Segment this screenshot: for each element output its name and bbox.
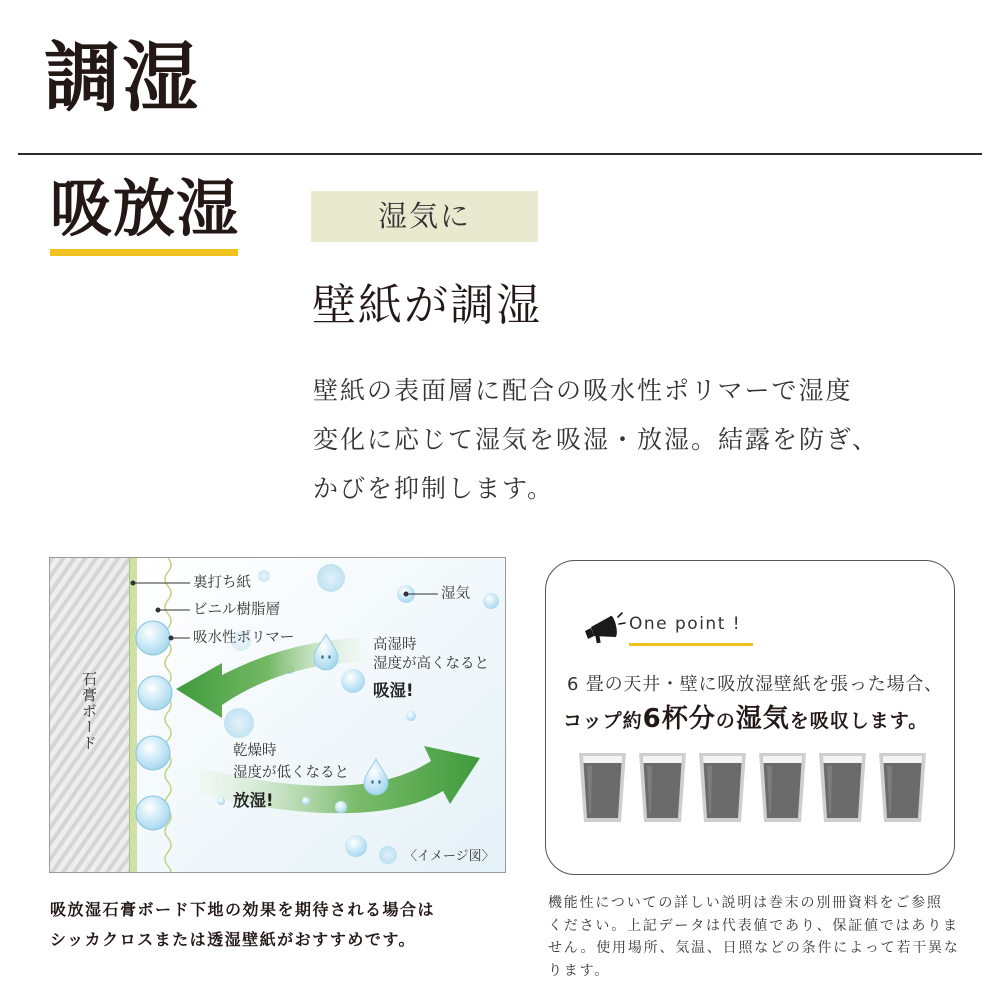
polymer-bead — [136, 736, 170, 770]
cup-icon — [578, 752, 627, 823]
section-title: 吸放湿 — [50, 172, 240, 245]
disclaimer-line: ります。 — [548, 962, 611, 979]
polymer-bead — [136, 621, 170, 655]
release-label: 放湿! — [233, 791, 274, 810]
cup-icon — [758, 752, 807, 823]
polymer-bead — [138, 676, 172, 710]
layer-label-backing-paper: 裏打ち紙 — [193, 575, 251, 591]
cup-icon — [698, 752, 747, 823]
statement-suffix: を吸収します。 — [789, 710, 929, 732]
backing-paper-layer — [129, 558, 137, 873]
cup-row — [578, 752, 927, 823]
leader-dot — [404, 592, 409, 597]
description — [313, 366, 973, 513]
disclaimer-line: ください。上記データは代表値であり、保証値ではありま — [548, 917, 959, 934]
recommendation-note — [50, 895, 435, 955]
cup-icon — [878, 752, 927, 823]
dry-title: 乾燥時 — [233, 743, 277, 759]
description-line: 変化に応じて湿気を吸湿・放湿。結露を防ぎ、 — [313, 425, 880, 454]
page-title: 調湿 — [44, 33, 200, 122]
layer-label-polymer: 吸水性ポリマー — [193, 630, 295, 646]
statement-particle: の — [715, 710, 736, 732]
cup-amount: 6杯分 — [642, 704, 716, 734]
note-line: シッカクロスまたは透湿壁紙がおすすめです。 — [50, 930, 417, 949]
moisture-bubble — [379, 846, 397, 864]
gypsum-board-label: 石膏ボード — [80, 671, 98, 751]
cup-icon — [818, 752, 867, 823]
one-point-underline — [629, 643, 753, 646]
headline: 壁紙が調湿 — [312, 280, 542, 331]
one-point-condition: 6 畳の天井・壁に吸放湿壁紙を張った場合、 — [567, 674, 943, 695]
section-title-underline — [50, 249, 238, 256]
moisture-bubble — [302, 797, 310, 805]
leader-dot — [169, 636, 174, 641]
cup-icon — [638, 752, 687, 823]
description-line: かびを抑制します。 — [313, 474, 555, 503]
layer-label-vinyl-resin: ビニル樹脂層 — [193, 602, 280, 618]
moisture-label: 湿気 — [441, 586, 470, 602]
disclaimer-line: せん。使用場所、気温、日照などの条件によって若干異な — [548, 940, 960, 956]
absorb-label: 吸湿! — [373, 681, 414, 700]
moisture-bubble — [406, 711, 416, 721]
leader-dot — [131, 581, 136, 586]
moisture-bubble — [335, 801, 347, 813]
statement-prefix: コップ約 — [563, 710, 643, 732]
one-point-box — [545, 560, 955, 875]
moisture-bubble — [341, 669, 365, 693]
disclaimer-line: 機能性についての詳しい説明は巻末の別冊資料をご参照 — [548, 895, 943, 911]
polymer-bead — [136, 796, 170, 830]
humidity-diagram — [49, 557, 506, 873]
moisture-bubble — [483, 593, 499, 609]
high-humidity-title: 高湿時 — [373, 637, 417, 653]
dry-condition: 湿度が低くなると — [233, 765, 349, 781]
moisture-bubble — [317, 564, 345, 592]
absorption-statement — [563, 703, 928, 737]
description-line: 壁紙の表面層に配合の吸水性ポリマーで湿度 — [313, 376, 853, 405]
high-humidity-condition: 湿度が高くなると — [373, 656, 489, 672]
diagram-caption: 〈イメージ図〉 — [404, 849, 495, 864]
moisture-bubble — [345, 835, 367, 857]
tag-badge: 湿気に — [311, 191, 538, 242]
leader-dot — [156, 608, 161, 613]
disclaimer — [548, 892, 993, 982]
moisture-bubble — [217, 797, 225, 805]
note-line: 吸放湿石膏ボード下地の効果を期待される場合は — [50, 900, 436, 919]
title-divider — [18, 153, 982, 155]
megaphone-icon — [582, 609, 626, 645]
moisture-bubble — [258, 570, 270, 582]
one-point-label: One point ! — [629, 614, 742, 634]
moisture-bubble — [224, 708, 254, 738]
moisture-emphasis: 湿気 — [735, 704, 790, 734]
